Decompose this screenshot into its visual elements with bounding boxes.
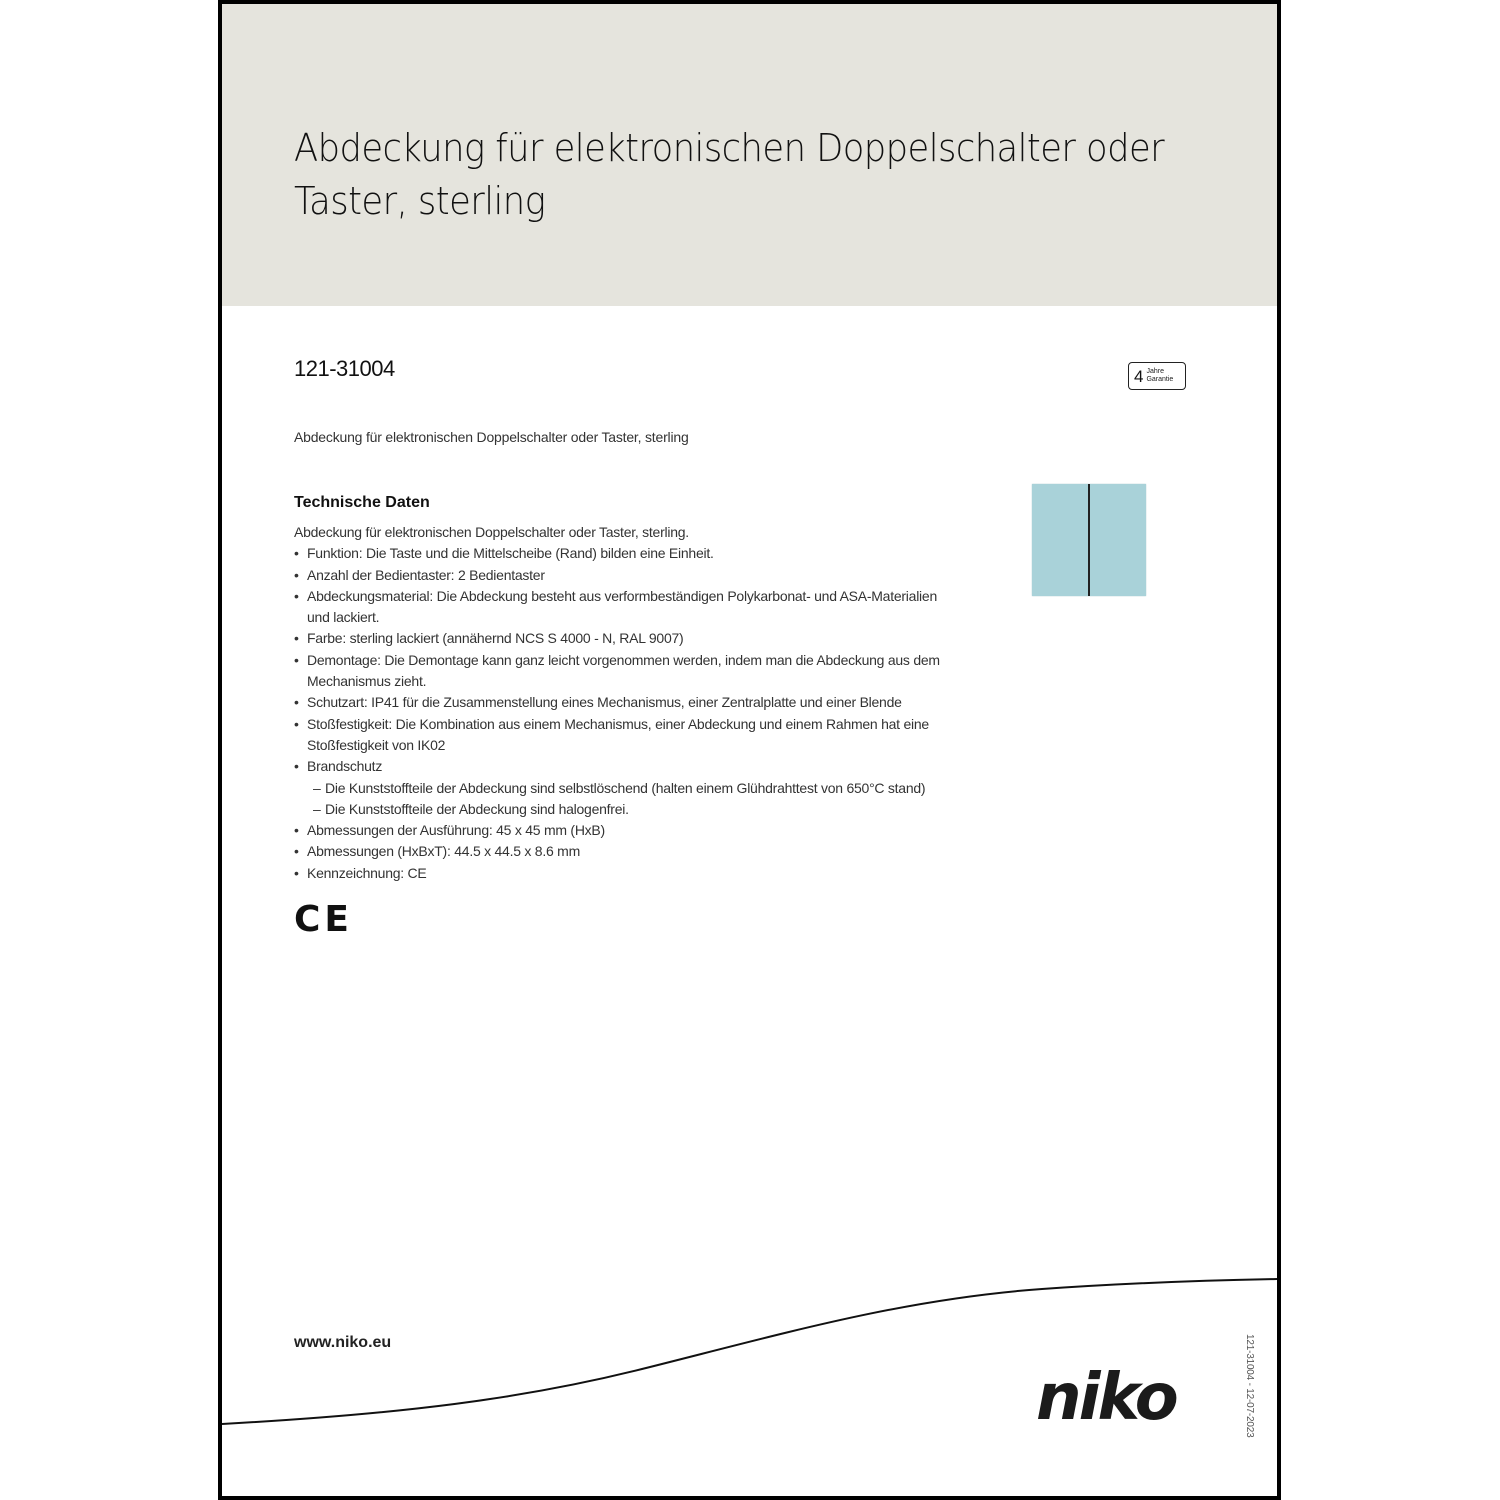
spec-item: • Funktion: Die Taste und die Mittelscheibe (Rand) bilden eine Einheit. bbox=[294, 543, 954, 564]
warranty-label bbox=[1146, 368, 1173, 384]
spec-item: • Schutzart: IP41 für die Zusammenstellung eines Mechanismus, einer Zentralplatte und einer Blende bbox=[294, 692, 954, 713]
left-rocker bbox=[1032, 484, 1088, 596]
warranty-label-line1: Jahre bbox=[1146, 368, 1164, 375]
spec-item: • Farbe: sterling lackiert (annähernd NCS S 4000 - N, RAL 9007) bbox=[294, 628, 954, 649]
page-title-line1: Abdeckung für elektronischen Doppelschalter oder bbox=[294, 126, 1165, 170]
header-band bbox=[222, 4, 1277, 306]
spec-item: • Abmessungen der Ausführung: 45 x 45 mm (HxB) bbox=[294, 820, 954, 841]
warranty-years: 4 bbox=[1134, 366, 1144, 386]
spec-item: • Kennzeichnung: CE bbox=[294, 863, 954, 884]
website-link[interactable]: www.niko.eu bbox=[294, 1334, 392, 1351]
right-rocker bbox=[1090, 484, 1146, 596]
niko-logo: niko bbox=[1036, 1361, 1176, 1435]
warranty-badge bbox=[1128, 362, 1186, 390]
spec-item: • Anzahl der Bedientaster: 2 Bedientaster bbox=[294, 565, 954, 586]
technical-data-section bbox=[294, 522, 954, 884]
spec-item: • Stoßfestigkeit: Die Kombination aus einem Mechanismus, einer Abdeckung und einem Rahmen hat eine Stoßfestigkeit von IK02 bbox=[294, 714, 954, 757]
article-number: 121-31004 bbox=[294, 356, 395, 381]
document-code: 121-31004 - 12-07-2023 bbox=[1244, 1334, 1255, 1438]
page-title-line2: Taster, sterling bbox=[294, 179, 546, 223]
spec-subitem: – Die Kunststoffteile der Abdeckung sind halogenfrei. bbox=[307, 799, 954, 820]
technical-data-intro: Abdeckung für elektronischen Doppelschalter oder Taster, sterling. bbox=[294, 524, 689, 540]
ce-mark-icon: CE bbox=[294, 899, 354, 940]
warranty-label-line2: Garantie bbox=[1146, 376, 1174, 383]
spec-item: • Abmessungen (HxBxT): 44.5 x 44.5 x 8.6 mm bbox=[294, 841, 954, 862]
spec-item-label: Brandschutz bbox=[307, 758, 383, 775]
short-description: Abdeckung für elektronischen Doppelschalter oder Taster, sterling bbox=[294, 429, 689, 445]
product-image bbox=[1032, 484, 1146, 596]
spec-list bbox=[294, 543, 954, 884]
page-title bbox=[294, 122, 1165, 228]
datasheet-page bbox=[218, 0, 1281, 1500]
spec-sublist bbox=[307, 778, 954, 821]
spec-item: • Abdeckungsmaterial: Die Abdeckung besteht aus verformbeständigen Polykarbonat- und ASA-Materialien und lackiert. bbox=[294, 586, 954, 629]
spec-item: • Demontage: Die Demontage kann ganz leicht vorgenommen werden, indem man die Abdeckung aus dem Mechanismus zieht. bbox=[294, 650, 954, 693]
spec-subitem: – Die Kunststoffteile der Abdeckung sind selbstlöschend (halten einem Glühdrahttest von 650°C stand) bbox=[307, 778, 954, 799]
technical-data-heading: Technische Daten bbox=[294, 494, 430, 511]
spec-item-fire-protection bbox=[294, 756, 954, 820]
